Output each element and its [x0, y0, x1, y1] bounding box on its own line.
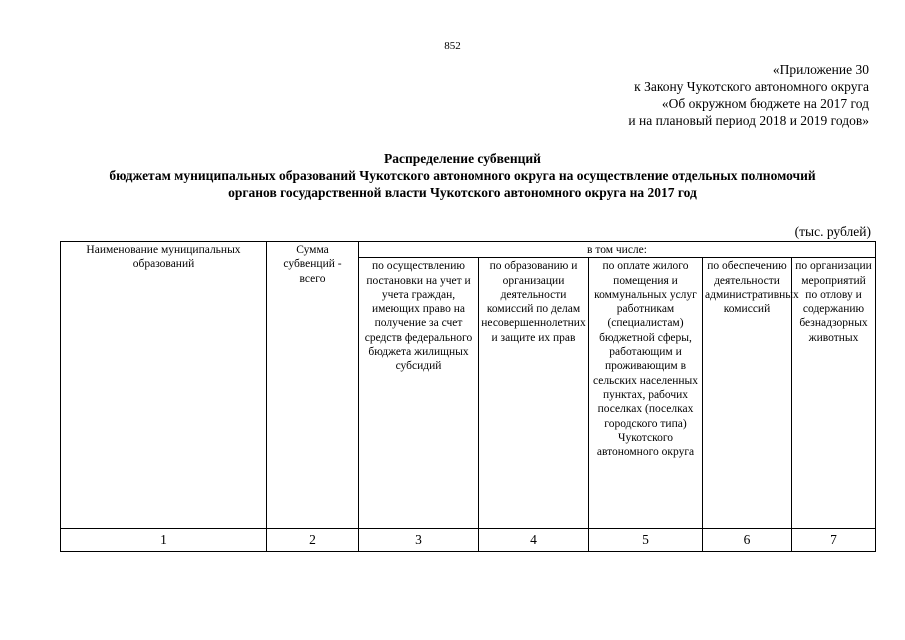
appendix-line: и на плановый период 2018 и 2019 годов» [628, 113, 869, 128]
subventions-table [60, 241, 876, 552]
title-line: органов государственной власти Чукотского автономного округа на 2017 год [228, 185, 697, 200]
column-number: 2 [267, 529, 359, 552]
header-total: Сумма субвенций - всего [267, 242, 359, 529]
column-number: 1 [61, 529, 267, 552]
page-number: 852 [444, 40, 461, 52]
appendix-line: «Об окружном бюджете на 2017 год [661, 96, 869, 111]
column-number: 4 [479, 529, 589, 552]
header-municipality: Наименование муниципальных образований [61, 242, 267, 529]
column-number: 6 [703, 529, 792, 552]
column-numbers-row [61, 529, 876, 552]
header-utility-payments: по оплате жилого помещения и коммунальных услуг работникам (специалистам) бюджетной сферы, работающим и проживающим в сельских населенных пунктах, рабочих поселках (поселках городского типа) Чукотского автономного округа [589, 258, 703, 529]
appendix-reference [628, 61, 869, 129]
title-line: бюджетам муниципальных образований Чукотского автономного округа на осуществление отдельных полномочий [109, 168, 816, 183]
column-number: 3 [359, 529, 479, 552]
column-number: 5 [589, 529, 703, 552]
header-minors-commissions: по образованию и организации деятельности комиссий по делам несовершеннолетних и защите их прав [479, 258, 589, 529]
document-title [40, 150, 885, 201]
appendix-line: к Закону Чукотского автономного округа [634, 79, 869, 94]
appendix-line: «Приложение 30 [772, 62, 869, 77]
column-number: 7 [792, 529, 876, 552]
header-including: в том числе: [359, 242, 876, 258]
header-housing-subsidies: по осуществлению постановки на учет и учета граждан, имеющих право на получение за счет средств федерального бюджета жилищных субсидий [359, 258, 479, 529]
header-stray-animals: по организации мероприятий по отлову и содержанию безнадзорных животных [792, 258, 876, 529]
title-line: Распределение субвенций [384, 151, 541, 166]
header-administrative-commissions: по обеспечению деятельности административных комиссий [703, 258, 792, 529]
units-label: (тыс. рублей) [794, 224, 871, 239]
